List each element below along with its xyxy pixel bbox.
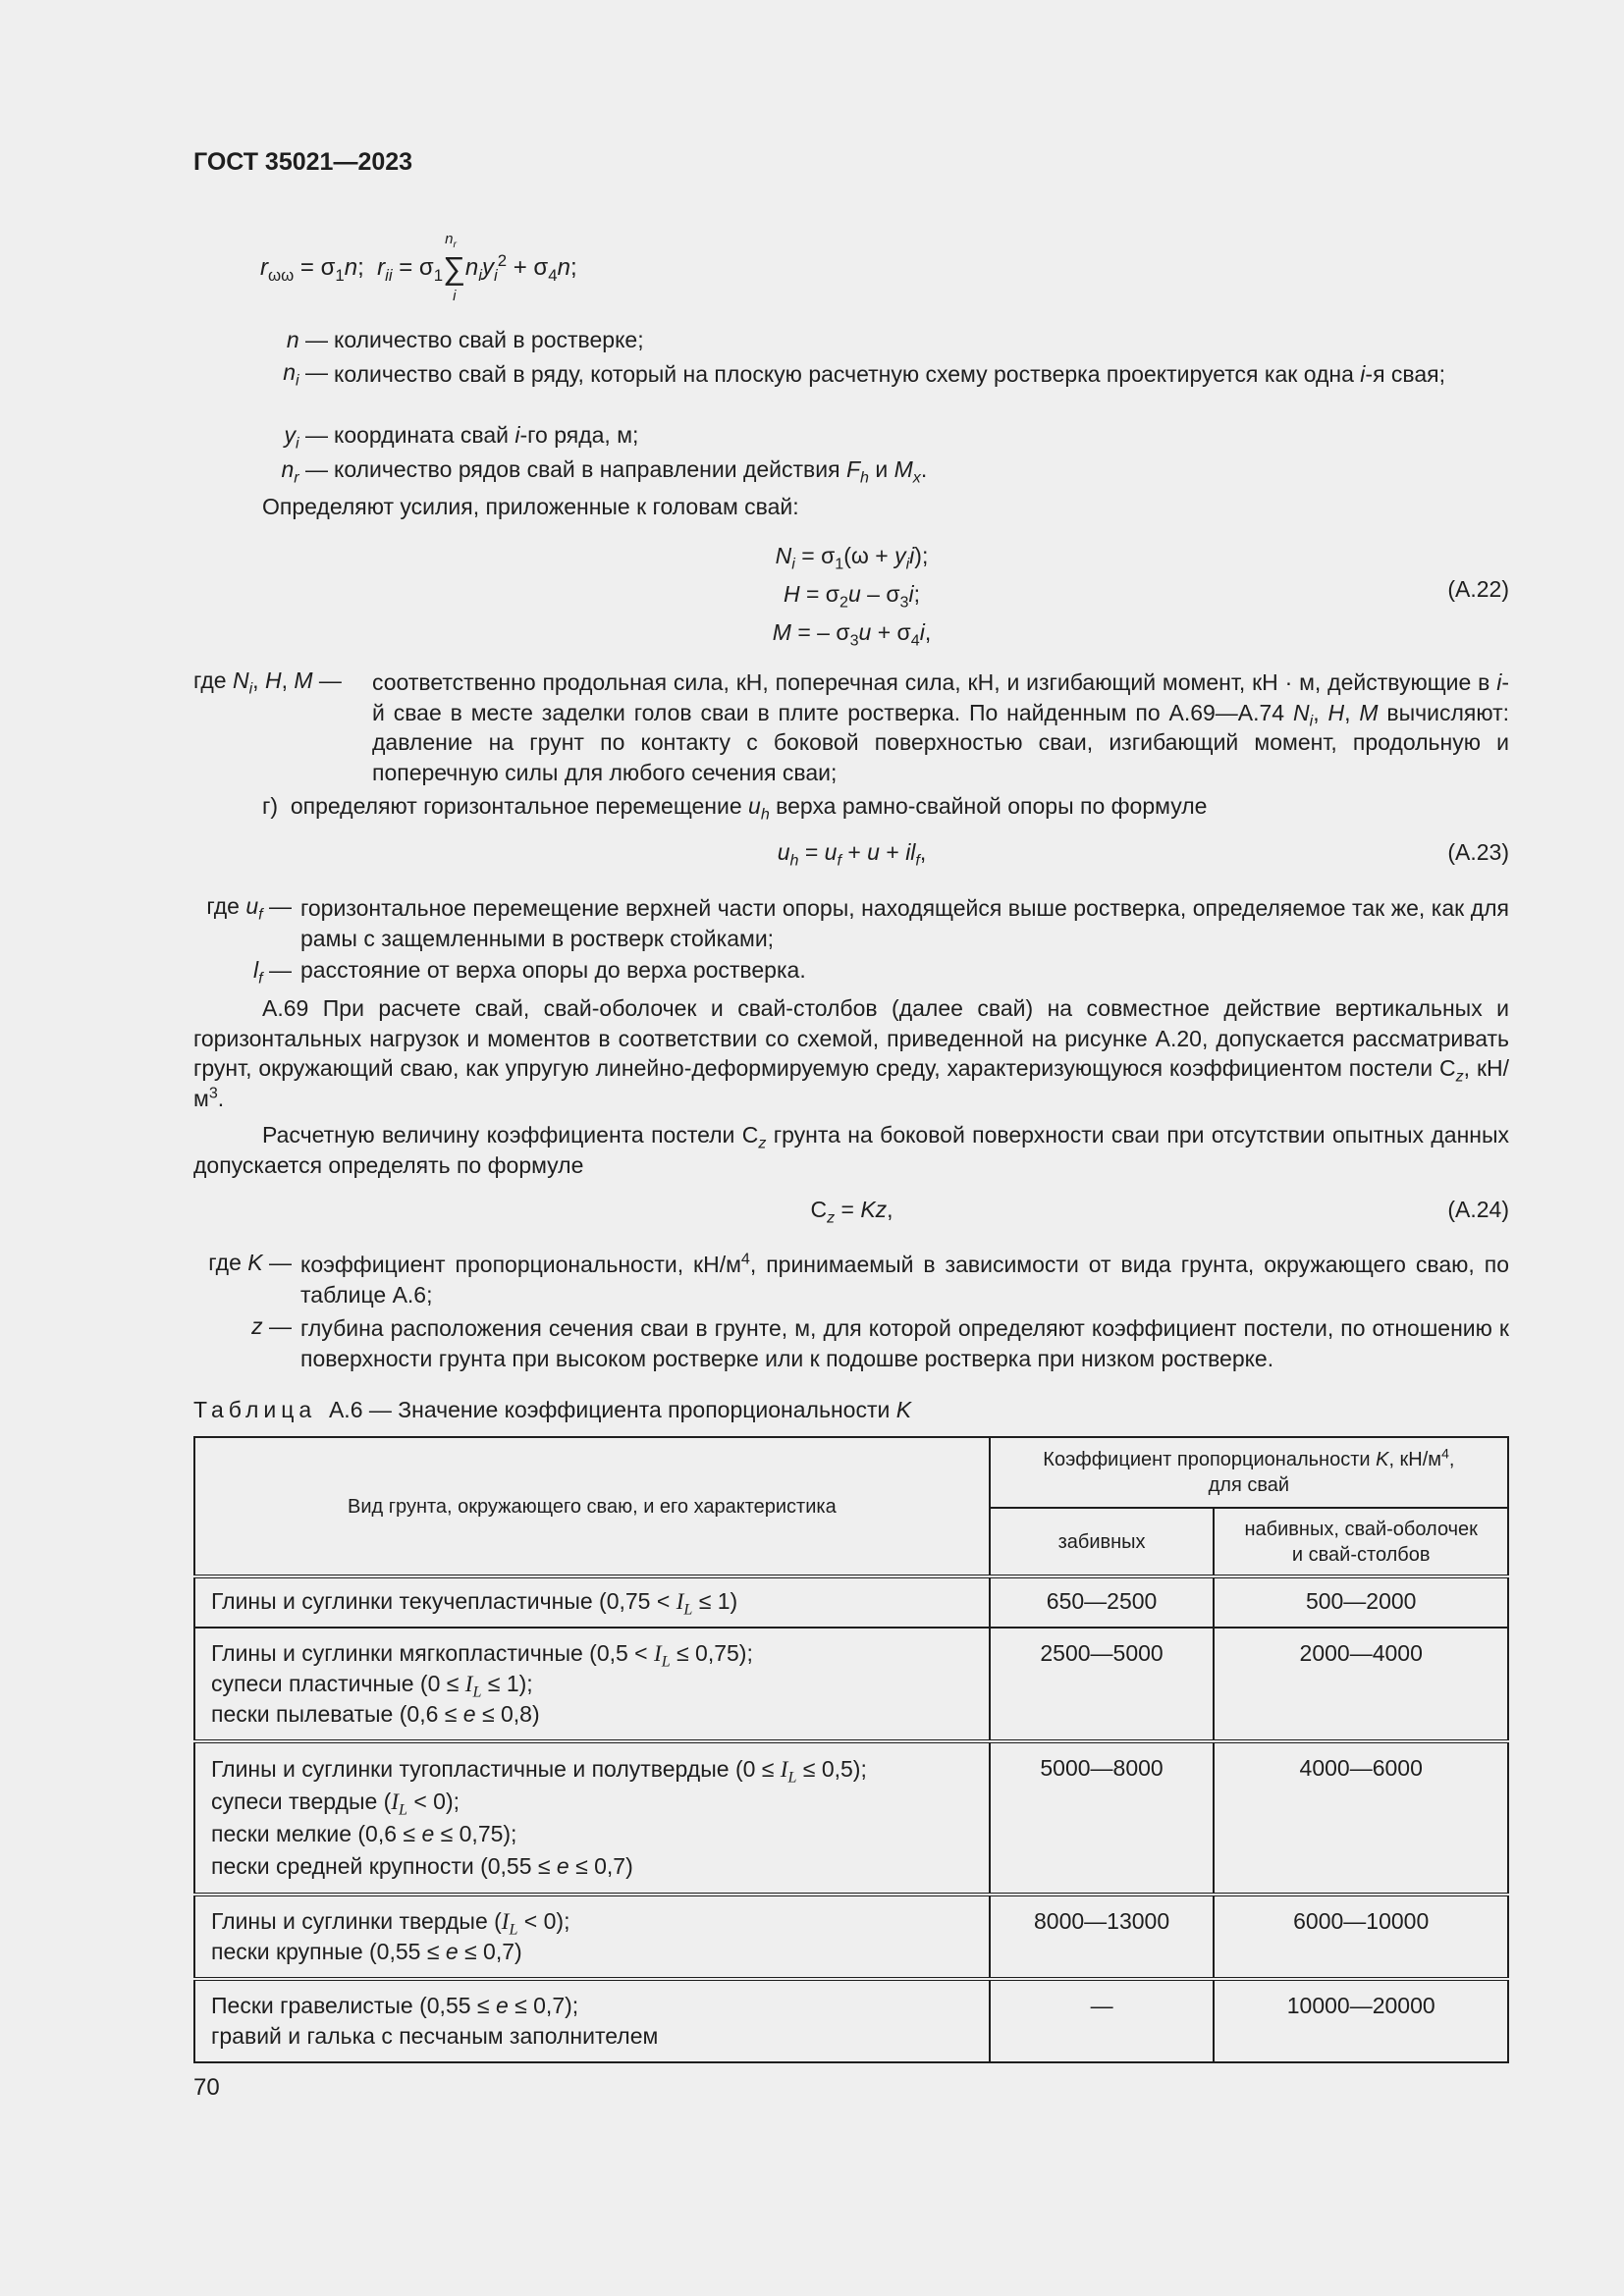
table-row xyxy=(194,1576,1508,1628)
soil-cell: Пески гравелистые (0,55 ≤ e ≤ 0,7); гравий и галька с песчаным заполнителем xyxy=(194,1979,990,2062)
paragraph-forces: Определяют усилия, приложенные к головам свай: xyxy=(262,494,799,519)
table-caption: Таблица А.6 — Значение коэффициента пропорциональности K xyxy=(193,1397,912,1422)
def-term-nr: $n_r$ — xyxy=(281,456,328,487)
where24-desc-z: глубина расположения сечения сваи в грунте, м, для которой определяют коэффициент постели, по отношению к поверхности грунта при высоком ростверке или к подошве ростверка при низком ростверке. xyxy=(300,1315,1509,1371)
paragraph-cz: Расчетную величину коэффициента постели $С_z$ грунта на боковой поверхности сваи при отсутствии опытных данных допускается определять по формуле xyxy=(193,1122,1509,1178)
def-desc-n: количество свай в ростверке; xyxy=(334,327,644,352)
table-caption-prefix: Таблица xyxy=(193,1397,317,1422)
bored-cell: 10000—20000 xyxy=(1214,1979,1508,2062)
table-row xyxy=(194,1979,1508,2062)
table-row xyxy=(194,1628,1508,1741)
where23-term-uf: где $u_f$ — xyxy=(206,893,292,924)
bored-cell: 4000—6000 xyxy=(1214,1741,1508,1895)
def-term-n: n — xyxy=(286,327,328,352)
where24-term-z: z — xyxy=(251,1313,292,1339)
equation-number-a23: (А.23) xyxy=(1447,839,1509,865)
eq22-line-3: M = – $\sigma_3u + \sigma_4i$, xyxy=(772,619,932,650)
equation-a24: $С_z = Kz$, xyxy=(810,1197,893,1227)
driven-cell: 2500—5000 xyxy=(990,1628,1215,1741)
where23-term-lf: $l_f$ — xyxy=(253,957,292,988)
def-desc-yi: координата свай i-го ряда, м; xyxy=(334,422,639,448)
paragraph-a69: А.69 При расчете свай, свай-оболочек и свай-столбов (далее свай) на совместное действие вертикальных и горизонтальных нагрузок и моментов в соответствии со схемой, приведенной на рисунке А.20, допускается рассматривать грунт, окружающий сваю, как упругую линейно-деформируемую среду, характеризующуюся коэффициентом постели $С_z$, $кН/м^3$. xyxy=(193,995,1510,1111)
formula-r: $r_{\omega\omega} = \sigma_1n$; $r_{ii} = \sigma_1\sum$ $n_r$ i $n_iy_i^2 + \sigma_4n$; xyxy=(260,231,577,304)
driven-cell: 650—2500 xyxy=(990,1576,1215,1628)
def-desc-nr: количество рядов свай в направлении действия $F_h$ и $M_x$. xyxy=(334,456,928,487)
where22-term: где $N_i$, H, M — xyxy=(193,667,342,698)
soil-cell: Глины и суглинки мягкопластичные $(0,5 < I_L \le 0,75)$; супеси пластичные $(0 \le I_L \le 1)$; пески пылеватые (0,6 ≤ e ≤ 0,8) xyxy=(194,1628,990,1741)
where24-term-k: где K — xyxy=(208,1250,292,1275)
driven-cell: 8000—13000 xyxy=(990,1895,1215,1979)
driven-cell: — xyxy=(990,1979,1215,2062)
eq22-line-1: $N_i = \sigma_1(\omega + y_ii)$; xyxy=(775,543,929,573)
bored-cell: 2000—4000 xyxy=(1214,1628,1508,1741)
table-header-soil: Вид грунта, окружающего сваю, и его характеристика xyxy=(194,1437,990,1576)
document-header: ГОСТ 35021—2023 xyxy=(193,148,413,176)
def-desc-ni: количество свай в ряду, который на плоскую расчетную схему ростверка проектируется как одна i-я свая; xyxy=(334,361,1446,387)
bored-cell: 6000—10000 xyxy=(1214,1895,1508,1979)
table-row xyxy=(194,1741,1508,1895)
where22-desc: соответственно продольная сила, кН, поперечная сила, кН, и изгибающий момент, кН · м, действующие в i-й свае в месте заделки голов сваи в плите ростверка. По найденным по А.69—А.74 $N_i$, H, M вычисляют: давление на грунт по контакту с боковой поверхностью сваи, изгибающий момент, продольную и поперечную силы для любого сечения сваи; xyxy=(372,669,1510,785)
table-header-driven: забивных xyxy=(990,1508,1215,1576)
equation-a23: $u_h = u_f + u + il_f$, xyxy=(777,839,927,870)
where23-desc-uf: горизонтальное перемещение верхней части опоры, находящейся выше ростверка, определяемое так же, как для рамы с защемленными в ростверк стойками; xyxy=(300,895,1509,951)
equation-number-a22: (А.22) xyxy=(1447,576,1509,602)
table-header-bored: набивных, свай-оболочек и свай-столбов xyxy=(1214,1508,1508,1576)
coefficient-table xyxy=(193,1436,1509,2063)
item-g: г) определяют горизонтальное перемещение $u_h$ верха рамно-свайной опоры по формуле xyxy=(262,793,1208,824)
soil-cell: Глины и суглинки тугопластичные и полутвердые $(0 \le I_L \le 0,5)$; супеси твердые $(I_L < 0)$; пески мелкие (0,6 ≤ e ≤ 0,75); пески средней крупности (0,55 ≤ e ≤ 0,7) xyxy=(194,1741,990,1895)
soil-cell: Глины и суглинки текучепластичные $(0,75 < I_L \le 1)$ xyxy=(194,1576,990,1628)
driven-cell: 5000—8000 xyxy=(990,1741,1215,1895)
page-number: 70 xyxy=(193,2074,220,2101)
where24-desc-k: коэффициент пропорциональности, $кН/м^4$, принимаемый в зависимости от вида грунта, окружающего сваю, по таблице А.6; xyxy=(300,1250,1509,1308)
equation-number-a24: (А.24) xyxy=(1447,1197,1509,1222)
def-term-yi: $y_i$ — xyxy=(284,422,328,453)
equation-a22 xyxy=(687,537,1016,652)
bored-cell: 500—2000 xyxy=(1214,1576,1508,1628)
def-term-ni: $n_i$ — xyxy=(283,359,328,390)
eq22-line-2: $H = \sigma_2u - \sigma_3i$; xyxy=(783,581,921,612)
soil-cell: Глины и суглинки твердые $(I_L < 0)$; пески крупные (0,55 ≤ e ≤ 0,7) xyxy=(194,1895,990,1979)
table-row xyxy=(194,1895,1508,1979)
table-header-coef: Коэффициент пропорциональности K, $кН/м^4$, для свай xyxy=(990,1437,1508,1508)
where23-desc-lf: расстояние от верха опоры до верха ростверка. xyxy=(300,957,806,983)
